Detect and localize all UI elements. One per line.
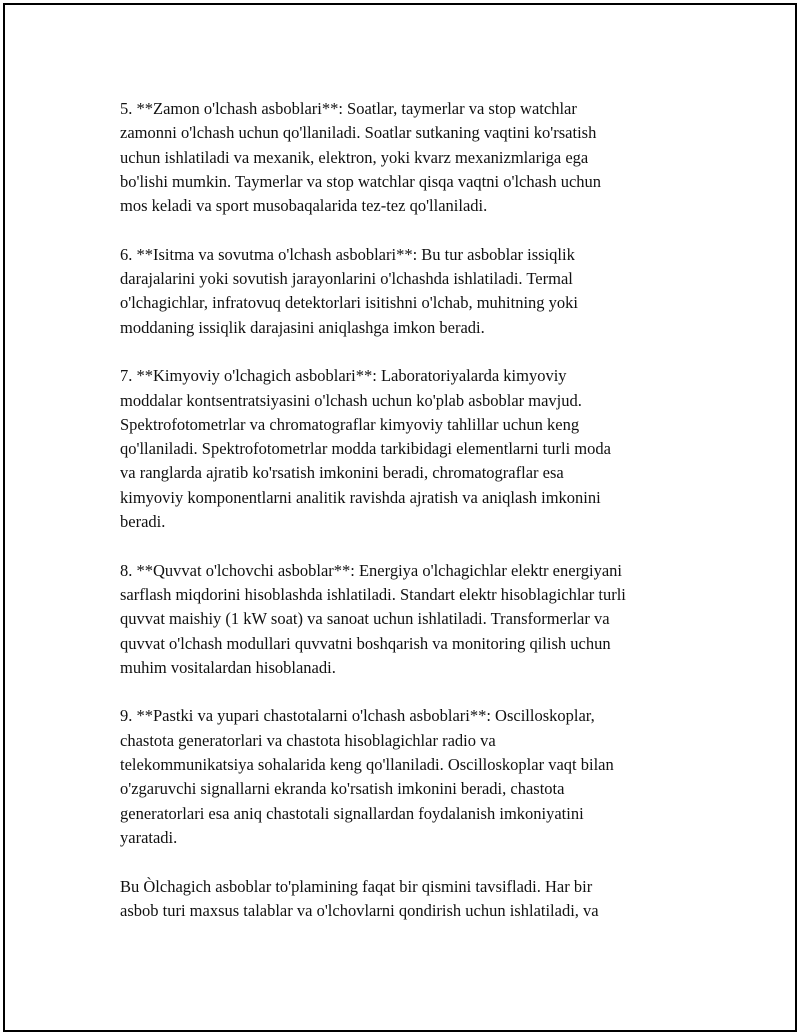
paragraph-9 — [120, 704, 700, 850]
text-line: bo'lishi mumkin. Taymerlar va stop watchlar qisqa vaqtni o'lchash uchun — [120, 171, 602, 191]
text-line: beradi. — [120, 512, 166, 532]
text-line: chastota generatorlari va chastota hisoblagichlar radio va — [120, 730, 496, 750]
text-line: Bu Òlchagich asboblar to'plamining faqat bir qismini tavsifladi. Har bir — [120, 876, 593, 896]
paragraph-6 — [120, 243, 700, 340]
page-frame — [3, 3, 797, 1032]
text-line: 7. **Kimyoviy o'lchagich asboblari**: Laboratoriyalarda kimyoviy — [120, 366, 567, 386]
text-line: o'lchagichlar, infratovuq detektorlari isitishni o'lchab, muhitning yoki — [120, 293, 579, 313]
text-line: moddaning issiqlik darajasini aniqlashga imkon beradi. — [120, 317, 485, 337]
paragraph-8 — [120, 559, 700, 680]
text-line: telekommunikatsiya sohalarida keng qo'llaniladi. Oscilloskoplar vaqt bilan — [120, 755, 614, 775]
text-line: quvvat o'lchash modullari quvvatni boshqarish va monitoring qilish uchun — [120, 633, 611, 653]
paragraph-summary — [120, 875, 700, 924]
text-line: qo'llaniladi. Spektrofotometrlar modda tarkibidagi elementlarni turli moda — [120, 439, 611, 459]
text-line: 5. **Zamon o'lchash asboblari**: Soatlar, taymerlar va stop watchlar — [120, 99, 577, 118]
text-line: o'zgaruvchi signallarni ekranda ko'rsatish imkonini beradi, chastota — [120, 779, 565, 799]
text-line: zamonni o'lchash uchun qo'llaniladi. Soatlar sutkaning vaqtini ko'rsatish — [120, 123, 597, 143]
text-line: 6. **Isitma va sovutma o'lchash asboblari**: Bu tur asboblar issiqlik — [120, 244, 575, 264]
text-line: moddalar kontsentratsiyasini o'lchash uchun ko'plab asboblar mavjud. — [120, 390, 582, 410]
text-line: quvvat maishiy (1 kW soat) va sanoat uchun ishlatiladi. Transformerlar va — [120, 609, 610, 629]
text-line: sarflash miqdorini hisoblashda ishlatiladi. Standart elektr hisoblagichlar turli — [120, 584, 626, 604]
text-line: generatorlari esa aniq chastotali signallardan foydalanish imkoniyatini — [120, 803, 584, 823]
text-line: asbob turi maxsus talablar va o'lchovlarni qondirish uchun ishlatiladi, va — [120, 900, 599, 920]
text-line: darajalarini yoki sovutish jarayonlarini o'lchashda ishlatiladi. Termal — [120, 269, 573, 289]
text-line: Spektrofotometrlar va chromatograflar kimyoviy tahlillar uchun keng — [120, 414, 580, 434]
paragraph-7 — [120, 364, 700, 534]
text-line: muhim vositalardan hisoblanadi. — [120, 657, 336, 677]
paragraph-5 — [120, 97, 700, 218]
text-line: yaratadi. — [120, 827, 178, 847]
text-line: 8. **Quvvat o'lchovchi asboblar**: Energiya o'lchagichlar elektr energiyani — [120, 560, 623, 580]
text-line: va ranglarda ajratib ko'rsatish imkonini beradi, chromatograflar esa — [120, 463, 564, 483]
text-line: mos keladi va sport musobaqalarida tez-tez qo'llaniladi. — [120, 196, 488, 216]
text-line: kimyoviy komponentlarni analitik ravishda ajratish va aniqlash imkonini — [120, 487, 601, 507]
text-line: 9. **Pastki va yupari chastotalarni o'lchash asboblari**: Oscilloskoplar, — [120, 706, 595, 726]
document-body — [120, 97, 700, 947]
text-line: uchun ishlatiladi va mexanik, elektron, yoki kvarz mexanizmlariga ega — [120, 147, 589, 167]
